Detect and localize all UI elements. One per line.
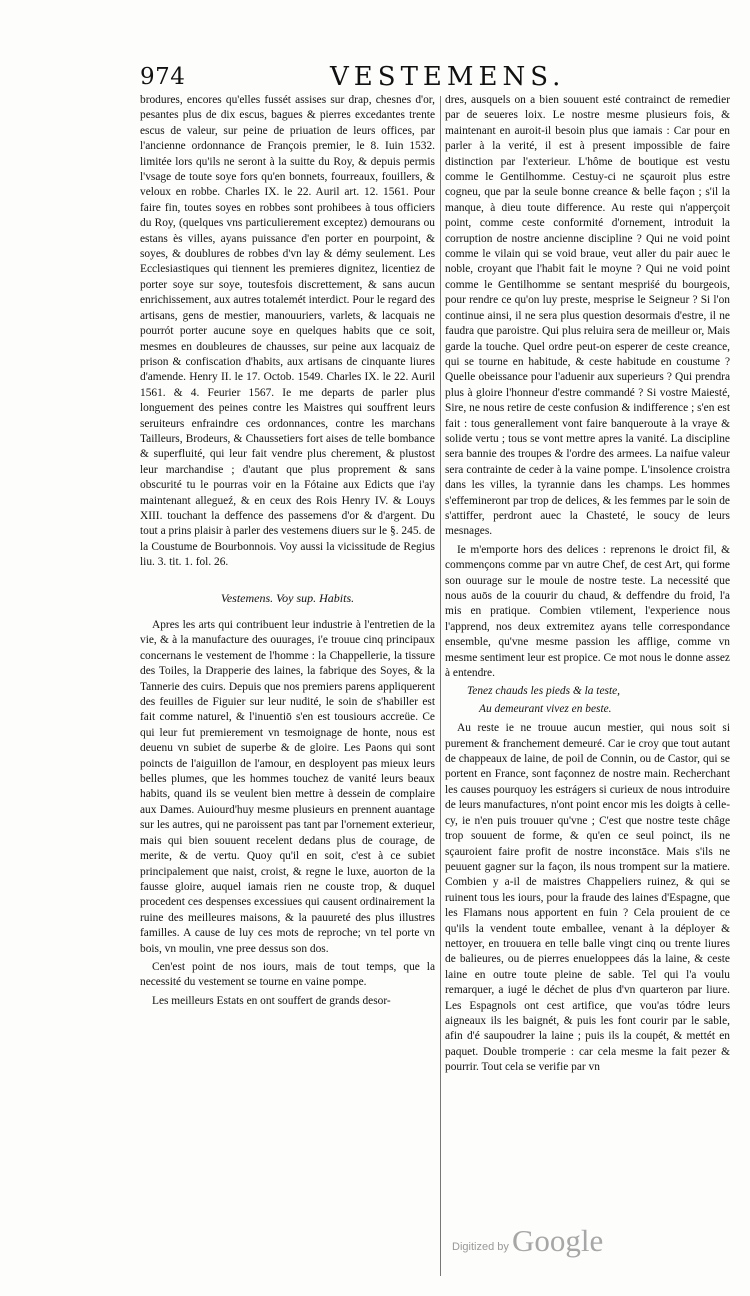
right-column xyxy=(445,93,730,1079)
google-watermark xyxy=(452,1223,612,1263)
left-paragraph-1: brodures, encores qu'elles fussét assises sur drap, chesnes d'or, pesantes plus de dix escus, bagues & pierres excedantes trente escus de valeur, sur peine de priuation de leurs offices, par l'ancienne ordonnance de François premier, le 8. Iuin 1532. limitée lors qu'ils ne seront à la suitte du Roy, & depuis permis l'vsage de toute soye fors qu'en bonnets, fourreaux, fouillers, & veloux en robbe. Charles IX. le 22. Auril art. 12. 1561. Pour faire fin, toutes soyes en robbes sont prohibees à tous officiers du Roy, (quelques vns particulierement exceptez) demourans ou estans ès villes, ayans puissance d'en porter en pourpoint, & soyes, & doublures de robbes d'vn lay & démy seulement. Les Ecclesiastiques qui tiennent les premieres dignitez, licentiez de porter soye sur soye, toutesfois discrettement, & sans aucun enrichissement, aux autres totalemét interdict. Pour le regard des artisans, gens de mestier, manouuriers, varlets, & lacquais ne pourrót porter aucune soye en quelques habits que ce soit, mesmes en doubleures de chausses, sur peine aux lacquaiz de prison & confiscation d'habits, aux artisans de cinquante liures d'amende. Henry II. le 17. Octob. 1549. Charles IX. le 22. Auril 1561. & 4. Feurier 1567. Ie me departs de parler plus longuement des peines contre les Maistres qui souffrent leurs seruiteurs enfraindre ces ordonnances, contre les marchans Tailleurs, Brodeurs, & Chaussetiers fort aises de telle bombance & superfluité, qui leur fait vendre plus cherement, & plustost leur marchandise ; d'autant que plus proprement & sans obscurité tu le pourras voir en la Fótaine aux Edicts que i'ay maintenant allegueź, & en ceux des Rois Henry IV. & Louys XIII. touchant la deffence des passemens d'or & d'argent. Du tout a prins plaisir à parler des vestemens diuers sur le §. 245. de la Coustume de Bourbonnois. Voy aussi la vicissitude de Regius liu. 3. tit. 1. fol. 26. xyxy=(140,94,435,569)
right-paragraph-1: dres, ausquels on a bien souuent esté contrainct de remedier par de seueres loix. Le nostre mesme plusieurs fois, & maintenant en auroit-il besoin plus que iamais : Car pour en parler à la verité, il est à present impossible de faire distinction par l'exterieur. L'hôme de boutique est vestu comme le Gentilhomme. Cestuy-ci ne sçauroit plus estre cogneu, que par la seule bonne creance & belle façon ; s'il la manque, à dieu toute difference. Au reste qui n'apperçoit point, comme ceste conformité d'ornement, introduit la corruption de nostre ancienne discipline ? Qui ne void point comme le vilain qui se void braue, veut aller du pair auec le noble, croyant que l'habit fait le moyne ? Qui ne void point comme le Gentilhomme se sentant mespriśé du bourgeois, pour rendre ce qu'on luy preste, mesprise le Seigneur ? Si l'on continue ainsi, il ne sera plus question desormais d'estre, il ne faudra que paroistre. Qui plus reluira sera de meilleur or, Mais garde la touche. Quel ordre peut-on esperer de ceste creance, qui se tourne en habitude, & ceste habitude en coustume ? Quelle obeissance pour l'aduenir aux superieurs ? Qui prendra plus à gloire l'honneur d'estre commandé ? Si vostre Maiesté, Sire, ne nous retire de ceste confusion & indifference ; s'en est fait : tous generallement vont faire banqueroute à la vraye & solide vertu ; tous se vont mettre apres la vanité. La discipline sera bannie des troupes & l'ordre des armees. La naifue valeur sera contrainte de ceder à la vaine pompe. L'insolence croistra dans les villes, la tyrannie dans les champs. Les hommes s'effemineront par trop de delices, & les femmes par le soin de s'attiffer, perdront auec la Chasteté, le soucy de leurs mesnages. xyxy=(445,94,730,538)
left-paragraph-3: Cen'est point de nos iours, mais de tout temps, que la necessité du vestement se tourne en vaine pompe. xyxy=(140,960,435,989)
left-paragraph-2: Apres les arts qui contribuent leur industrie à l'entretien de la vie, & à la manufacture des ouurages, i'e trouue cinq principaux concernans le vestement de l'homme : la Chappellerie, la tissure des Toiles, la Drapperie des laines, la fabrique des Soyes, & la Tannerie des cuirs. Depuis que nos premiers parens appliquerent des feuilles de Figuier sur leur nudité, le soin de s'habiller est fait comme naturel, & l'inuentiō s'en est tousiours accreüe. Ce qui leur fut premierement vn tesmoignage de honte, nous est deuenu vn subiet de superbe & de gloire. Les Paons qui sont poincts de l'aiguillon de l'amour, en desployent pas mieux leurs belles plumes, que les hommes touchez de vanité leurs beaux habits, quand ils se veulent bien mettre à dessein de complaire aux Dames. Auiourd'huy mesme plusieurs en prennent auantage sur les autres, qui ne paroissent pas tant par l'ornement exterieur, mais qui bien souuent recelent dedans plus de courage, de merite, & de vertu. Quoy qu'il en soit, c'est à ce subiet principalement que naist, croist, & regne le luxe, auorton de la fausse gloire, auquel iamais rien ne couste trop, & duquel procedent ces despenses excessiues qui causent ordinairement la ruine des meilleures maisons, & la pauureté des plus illustres familles. A cause de luy ces mots de reproche; vn tel porte vn bois, vn moulin, vne pree dessus son dos. xyxy=(140,619,435,955)
page-number: 974 xyxy=(140,64,186,90)
page-header xyxy=(140,60,730,96)
right-paragraph-3: Au reste ie ne trouue aucun mestier, qui nous soit si purement & franchement demeuré. Car ie croy que tout autant de chappeaux de laine, de poil de Connin, ou de Castor, qui se portent en France, sont façonnez de nostre main. Recherchant les causes pourquoy les estrágers si curieux de nous introduire de leurs manufactures, n'ont point encor mis les doigts à celle-cy, ie n'en puis trouuer qu'vne ; C'est que nostre teste châge trop souuent de forme, & qu'en ce seul poinct, ils ne sçauroient faire profit de nostre inconstāce. Mais s'ils ne peuuent gagner sur la façon, ils nous trompent sur la matiere. Combien y a-il de maistres Chappeliers ruinez, & qui se ruinent tous les iours, pour la fraude des laines d'Espagne, que les Flamans nous apportent en fuin ? Cela prouient de ce qu'ils la vendent toute emballee, venant à la déployer & nettoyer, en trouuera en telle balle vingt cinq ou trente liures de balieures, ou de pierres enueloppees dás la laine, & ceste laine en outre toute pleine de sable. Tel qui l'a voulu remarquer, a iugé le déchet de plus d'vn quarteron par liure. Les Espagnols ont cest artifice, que vou'as tódre leurs aigneaux ils les baignét, & puis les font courir par le sable, afin d'é saupoudrer la laine ; puis ils la coupét, & mettét en paquet. Double tromperie : car cela mesme la fait pezer & pourrir. Tout cela se verifie par vn xyxy=(445,722,730,1074)
left-column xyxy=(140,93,435,1012)
right-paragraph-2: Ie m'emporte hors des delices : reprenons le droict fil, & commençons comme par vn autre Chef, de cest Art, qui forme son ouurage sur le moule de nostre teste. La necessité que nous auōs de la couurir du chaud, & deffendre du froid, l'a mis en pratique. Combien vtilement, l'experience nous l'apprend, nos deux extremitez ayans telle correspondance ensemble, qu'vne mesme passion les afflige, comme vn mesme sentiment leur est propice. Ce mot nous le donne assez à entendre. xyxy=(445,543,730,680)
google-logo: Google xyxy=(512,1223,604,1258)
running-title: VESTEMENS. xyxy=(330,62,566,92)
section-heading: Vestemens. Voy sup. Habits. xyxy=(220,590,355,605)
left-paragraph-4: Les meilleurs Estats en ont souffert de grands desor- xyxy=(152,994,391,1007)
verse-line-2: Au demeurant vivez en beste. xyxy=(479,702,612,715)
watermark-digitized-text: Digitized by xyxy=(452,1241,509,1253)
column-divider xyxy=(440,96,441,1276)
verse-line-1: Tenez chauds les pieds & la teste, xyxy=(467,685,621,698)
